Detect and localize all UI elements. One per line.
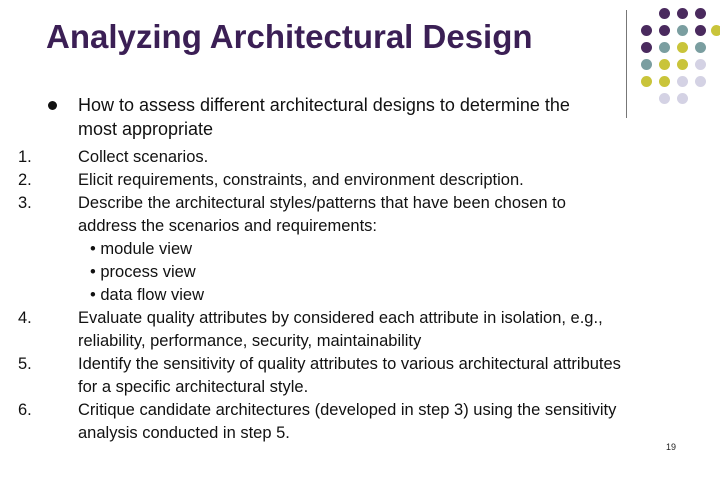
slide-title: Analyzing Architectural Design [46, 18, 533, 55]
decor-dot [641, 25, 652, 36]
decor-dot [695, 25, 706, 36]
decor-dot [659, 42, 670, 53]
list-item [18, 146, 628, 169]
step-text: Identify the sensitivity of quality attributes to various architectural attributes for a specific architectural style. [78, 355, 621, 396]
decor-dot [641, 42, 652, 53]
decor-dot [641, 59, 652, 70]
decor-dot [695, 42, 706, 53]
step-text: Describe the architectural styles/patterns that have been chosen to address the scenarios and requirements: [78, 194, 566, 235]
list-item [18, 353, 628, 399]
decor-dot [659, 8, 670, 19]
title-divider-line [626, 10, 627, 118]
decor-dot [695, 76, 706, 87]
decor-dot [677, 42, 688, 53]
decorative-dot-grid [637, 8, 717, 108]
decor-dot [659, 59, 670, 70]
list-item [18, 399, 628, 445]
numbered-step-list [18, 146, 628, 445]
page-number: 19 [666, 442, 677, 452]
step-text: Evaluate quality attributes by considered each attribute in isolation, e.g., reliability, performance, security, maintainability [78, 309, 603, 350]
step-text: Elicit requirements, constraints, and environment description. [78, 171, 524, 189]
step-number: 1. [18, 148, 32, 166]
list-item [18, 307, 628, 353]
step-number: 3. [18, 194, 32, 212]
decor-dot [695, 59, 706, 70]
decor-dot [659, 76, 670, 87]
sub-list-item: • module view [90, 240, 193, 258]
sub-list-item: • process view [90, 263, 196, 281]
sub-list-item: • data flow view [90, 286, 204, 304]
step-number: 6. [18, 401, 32, 419]
step-number: 5. [18, 355, 32, 373]
decor-dot [641, 76, 652, 87]
decor-dot [677, 76, 688, 87]
decor-dot [677, 25, 688, 36]
decor-dot [695, 8, 706, 19]
step-text: Collect scenarios. [78, 148, 209, 166]
decor-dot [659, 93, 670, 104]
decor-dot [677, 93, 688, 104]
decor-dot [677, 59, 688, 70]
list-item [18, 192, 628, 307]
step-number: 4. [18, 309, 32, 327]
intro-bullet [48, 93, 608, 141]
list-item [18, 169, 628, 192]
step-number: 2. [18, 171, 32, 189]
decor-dot [711, 25, 720, 36]
decor-dot [677, 8, 688, 19]
bullet-dot-icon [48, 101, 57, 110]
step-text: Critique candidate architectures (developed in step 3) using the sensitivity analysis conducted in step 5. [78, 401, 617, 442]
intro-bullet-text: How to assess different architectural designs to determine the most appropriate [78, 95, 570, 139]
decor-dot [659, 25, 670, 36]
